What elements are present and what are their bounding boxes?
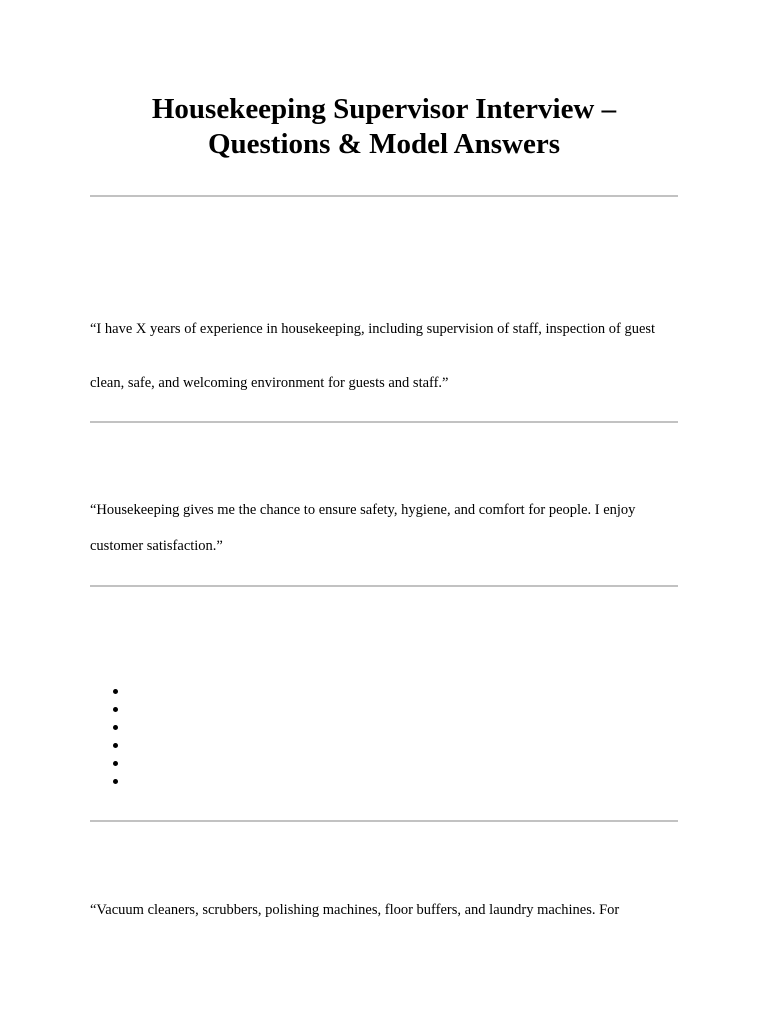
bullet-icon <box>113 725 118 730</box>
answer-3-line-1: “Vacuum cleaners, scrubbers, polishing machines, floor buffers, and laundry machines. For <box>90 902 620 918</box>
title-line-1: Housekeeping Supervisor Interview – <box>151 93 617 125</box>
bullet-icon <box>113 779 118 784</box>
horizontal-rule <box>90 585 678 587</box>
bullet-icon <box>113 761 118 766</box>
bullet-icon <box>113 707 118 712</box>
answer-2-line-1: “Housekeeping gives me the chance to ensure safety, hygiene, and comfort for people. I enjoy <box>90 502 636 518</box>
horizontal-rule <box>90 195 678 197</box>
answer-1-line-1: “I have X years of experience in housekeeping, including supervision of staff, inspection of guest <box>90 321 656 337</box>
horizontal-rule <box>90 820 678 822</box>
document-title <box>90 92 678 162</box>
horizontal-rule <box>90 421 678 423</box>
bullet-icon <box>113 743 118 748</box>
bullet-icon <box>113 689 118 694</box>
title-line-2: Questions & Model Answers <box>207 128 561 160</box>
answer-1-line-2: clean, safe, and welcoming environment for guests and staff.” <box>90 375 449 391</box>
answer-2-line-2: customer satisfaction.” <box>90 538 223 554</box>
